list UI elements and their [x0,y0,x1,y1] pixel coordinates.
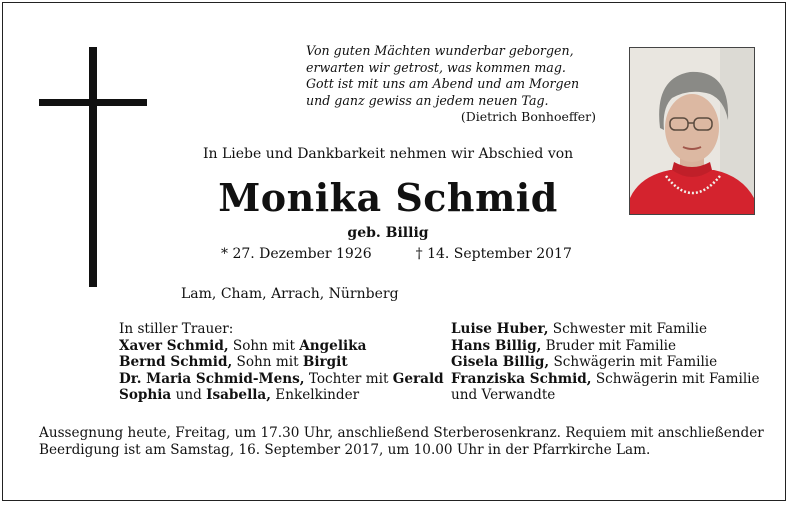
obituary-notice [2,2,786,501]
poem-line: erwarten wir getrost, was kommen mag. [306,59,566,75]
service-details [39,425,769,459]
mourner-relation: Schwägerin mit Familie [591,370,760,387]
mourner-name: Gisela Billig, [451,354,550,370]
mourner-relation: Schwester mit Familie [548,321,708,337]
mourner-name: Xaver Schmid, [119,337,229,354]
mourner-relation: Sohn mit [228,337,300,354]
mourner-entry [451,371,760,388]
poem-line: Von guten Mächten wunderbar geborgen, [306,43,574,58]
mourner-relation: und [171,387,207,403]
life-dates [221,246,572,262]
mourner-name: Birgit [302,354,348,370]
deceased-name: Monika Schmid [218,175,558,220]
mourners-heading: In stiller Trauer: [119,321,234,337]
mourner-entry [451,387,760,404]
mourner-entry [119,338,444,355]
mourners-right-column [451,321,760,404]
mourner-entry [119,354,444,371]
mourner-relation: Tochter mit [304,370,393,387]
mourner-relation: Enkelkinder [270,387,360,403]
mourner-name: Isabella, [206,387,271,403]
mourner-relation: und Verwandte [451,387,556,403]
poem-quote [306,43,596,126]
mourner-name: Luise Huber, [451,321,549,337]
portrait-photo [629,47,755,215]
mourner-name: Bernd Schmid, [119,354,233,370]
mourner-name: Gerald [392,370,444,387]
farewell-intro: In Liebe und Dankbarkeit nehmen wir Abschied von [203,146,574,162]
cross-vertical-bar [89,47,97,287]
mourners-left-list [119,338,444,404]
mourner-entry [451,321,760,338]
poem-line: Gott ist mit uns am Abend und am Morgen [306,76,580,91]
mourner-name: Angelika [299,337,367,354]
mourner-relation: Schwägerin mit Familie [549,354,718,370]
mourners-left-column [119,321,444,404]
service-line: Aussegnung heute, Freitag, um 17.30 Uhr, anschließend Sterberosenkranz. Requiem mit anschließender [39,425,764,441]
mourner-name: Franziska Schmid, [451,370,592,387]
mourners-right-list [451,321,760,404]
mourner-name: Dr. Maria Schmid-Mens, [119,370,305,387]
places: Lam, Cham, Arrach, Nürnberg [181,286,399,302]
mourner-name: Hans Billig, [451,337,542,354]
birth-date: * 27. Dezember 1926 [221,246,372,262]
mourner-entry [451,354,760,371]
mourner-entry [119,387,444,404]
cross-horizontal-bar [39,99,147,106]
portrait-photo-icon [630,48,754,214]
mourner-entry [451,338,760,355]
service-line: Beerdigung ist am Samstag, 16. September 2017, um 10.00 Uhr in der Pfarrkirche Lam. [39,442,651,458]
poem-line: und ganz gewiss an jedem neuen Tag. [306,92,549,108]
mourner-name: Sophia [119,387,172,403]
mourner-relation: Sohn mit [232,354,303,370]
maiden-name: geb. Billig [347,225,429,241]
mourner-relation: Bruder mit Familie [541,337,677,354]
poem-attribution: (Dietrich Bonhoeffer) [460,109,596,124]
mourner-entry [119,371,444,388]
death-date: † 14. September 2017 [415,246,572,262]
